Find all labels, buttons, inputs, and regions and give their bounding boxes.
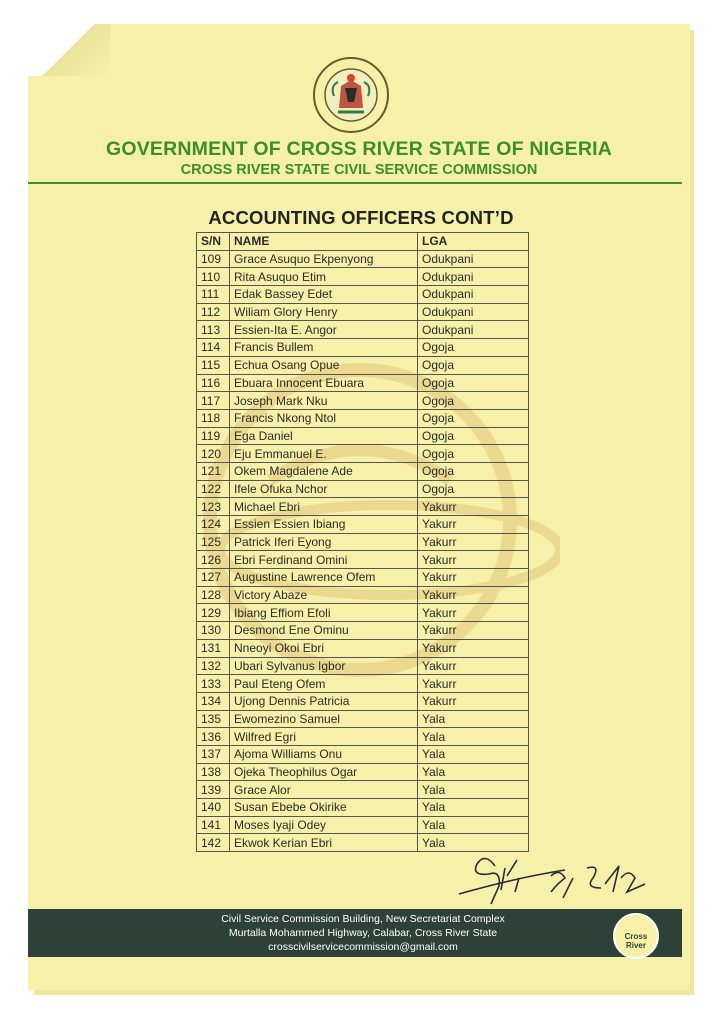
cell-name: Ibiang Effiom Efoli <box>230 604 418 622</box>
cell-lga: Yakurr <box>418 675 529 693</box>
cell-name: Augustine Lawrence Ofem <box>230 569 418 587</box>
cell-lga: Yakurr <box>418 604 529 622</box>
table-row <box>197 551 529 569</box>
table-row <box>197 710 529 728</box>
cell-sn: 114 <box>197 339 230 357</box>
table-row <box>197 462 529 480</box>
cell-lga: Ogoja <box>418 462 529 480</box>
cell-sn: 109 <box>197 250 230 268</box>
table-row <box>197 675 529 693</box>
cell-name: Wiliam Glory Henry <box>230 303 418 321</box>
cell-sn: 142 <box>197 834 230 852</box>
cell-sn: 140 <box>197 799 230 817</box>
cell-sn: 126 <box>197 551 230 569</box>
cell-sn: 112 <box>197 303 230 321</box>
folded-corner <box>28 24 110 76</box>
table-row <box>197 480 529 498</box>
cell-name: Essien Essien Ibiang <box>230 516 418 534</box>
cell-lga: Odukpani <box>418 286 529 304</box>
column-header-lga: LGA <box>418 233 529 251</box>
cell-sn: 116 <box>197 374 230 392</box>
cell-name: Ifele Ofuka Nchor <box>230 480 418 498</box>
table-row <box>197 286 529 304</box>
table-row <box>197 569 529 587</box>
footer-address-line1: Civil Service Commission Building, New Secretariat Complex <box>221 913 505 925</box>
cell-lga: Yakurr <box>418 533 529 551</box>
table-body <box>197 250 529 851</box>
cell-name: Ebri Ferdinand Omini <box>230 551 418 569</box>
cell-lga: Yakurr <box>418 569 529 587</box>
cell-lga: Yala <box>418 763 529 781</box>
cell-sn: 131 <box>197 639 230 657</box>
government-title: GOVERNMENT OF CROSS RIVER STATE OF NIGERIA <box>105 138 613 160</box>
document-title: ACCOUNTING OFFICERS CONT’D <box>208 207 514 228</box>
cell-name: Grace Asuquo Ekpenyong <box>230 250 418 268</box>
cell-sn: 111 <box>197 286 230 304</box>
table-row <box>197 303 529 321</box>
cell-name: Ajoma Williams Onu <box>230 745 418 763</box>
cell-lga: Ogoja <box>418 427 529 445</box>
table-row <box>197 268 529 286</box>
cell-name: Rita Asuquo Etim <box>230 268 418 286</box>
cell-name: Ewomezino Samuel <box>230 710 418 728</box>
table-row <box>197 604 529 622</box>
cell-lga: Yala <box>418 834 529 852</box>
cell-lga: Yala <box>418 816 529 834</box>
table-row <box>197 392 529 410</box>
table-row <box>197 657 529 675</box>
cell-sn: 122 <box>197 480 230 498</box>
cell-name: Francis Nkong Ntol <box>230 409 418 427</box>
cell-name: Edak Bassey Edet <box>230 286 418 304</box>
cell-lga: Yakurr <box>418 622 529 640</box>
cell-lga: Ogoja <box>418 480 529 498</box>
cell-sn: 138 <box>197 763 230 781</box>
table-row <box>197 321 529 339</box>
handwritten-signature <box>455 848 665 908</box>
cell-name: Desmond Ene Ominu <box>230 622 418 640</box>
footer-logo-text: Cross River <box>624 932 648 950</box>
cell-sn: 118 <box>197 409 230 427</box>
table-row <box>197 816 529 834</box>
table-row <box>197 533 529 551</box>
cell-name: Essien-Ita E. Angor <box>230 321 418 339</box>
table-header-row <box>197 233 529 251</box>
cell-sn: 127 <box>197 569 230 587</box>
table-row <box>197 639 529 657</box>
cell-sn: 110 <box>197 268 230 286</box>
cell-name: Ebuara Innocent Ebuara <box>230 374 418 392</box>
cell-name: Nneoyi Okoi Ebri <box>230 639 418 657</box>
commission-subtitle: CROSS RIVER STATE CIVIL SERVICE COMMISSION <box>180 162 538 178</box>
cell-sn: 141 <box>197 816 230 834</box>
header-divider <box>28 182 682 184</box>
cell-lga: Ogoja <box>418 374 529 392</box>
cell-lga: Odukpani <box>418 303 529 321</box>
cell-sn: 129 <box>197 604 230 622</box>
cell-name: Susan Ebebe Okirike <box>230 799 418 817</box>
table-row <box>197 409 529 427</box>
column-header-sn: S/N <box>197 233 230 251</box>
cell-sn: 117 <box>197 392 230 410</box>
cell-sn: 125 <box>197 533 230 551</box>
cell-name: Joseph Mark Nku <box>230 392 418 410</box>
cell-name: Ojeka Theophilus Ogar <box>230 763 418 781</box>
cell-lga: Yala <box>418 781 529 799</box>
cell-name: Okem Magdalene Ade <box>230 462 418 480</box>
cell-lga: Yakurr <box>418 639 529 657</box>
cell-name: Echua Osang Opue <box>230 356 418 374</box>
cell-name: Moses Iyaji Odey <box>230 816 418 834</box>
cell-lga: Yakurr <box>418 498 529 516</box>
cell-sn: 135 <box>197 710 230 728</box>
footer-address-line2: Murtalla Mohammed Highway, Calabar, Cross River State <box>228 927 498 939</box>
cell-lga: Yakurr <box>418 692 529 710</box>
cell-lga: Odukpani <box>418 250 529 268</box>
cell-name: Ujong Dennis Patricia <box>230 692 418 710</box>
state-seal-icon <box>312 56 390 134</box>
cell-lga: Yala <box>418 710 529 728</box>
cell-lga: Odukpani <box>418 321 529 339</box>
column-header-name: NAME <box>230 233 418 251</box>
cell-lga: Ogoja <box>418 445 529 463</box>
cell-lga: Ogoja <box>418 392 529 410</box>
footer-email: crosscivilservicecommission@gmail.com <box>268 941 458 953</box>
table-row <box>197 728 529 746</box>
cell-name: Ega Daniel <box>230 427 418 445</box>
cell-name: Paul Eteng Ofem <box>230 675 418 693</box>
cell-sn: 134 <box>197 692 230 710</box>
table-row <box>197 516 529 534</box>
table-row <box>197 427 529 445</box>
table-row <box>197 374 529 392</box>
footer-address <box>178 912 548 954</box>
cell-sn: 123 <box>197 498 230 516</box>
cell-lga: Ogoja <box>418 356 529 374</box>
table-row <box>197 745 529 763</box>
cell-name: Patrick Iferi Eyong <box>230 533 418 551</box>
cell-lga: Ogoja <box>418 409 529 427</box>
table-row <box>197 622 529 640</box>
cell-lga: Yala <box>418 745 529 763</box>
table-row <box>197 498 529 516</box>
cell-sn: 120 <box>197 445 230 463</box>
cell-lga: Yakurr <box>418 551 529 569</box>
cell-sn: 119 <box>197 427 230 445</box>
cross-river-logo-icon <box>613 913 659 959</box>
cell-name: Ubari Sylvanus Igbor <box>230 657 418 675</box>
table-row <box>197 356 529 374</box>
cell-name: Grace Alor <box>230 781 418 799</box>
cell-sn: 139 <box>197 781 230 799</box>
accounting-officers-table <box>196 232 529 852</box>
cell-name: Francis Bullem <box>230 339 418 357</box>
cell-sn: 136 <box>197 728 230 746</box>
cell-sn: 130 <box>197 622 230 640</box>
cell-lga: Ogoja <box>418 339 529 357</box>
cell-name: Ekwok Kerian Ebri <box>230 834 418 852</box>
cell-sn: 128 <box>197 586 230 604</box>
table-row <box>197 339 529 357</box>
table-row <box>197 799 529 817</box>
table-row <box>197 586 529 604</box>
table-row <box>197 763 529 781</box>
cell-name: Eju Emmanuel E. <box>230 445 418 463</box>
cell-name: Wilfred Egri <box>230 728 418 746</box>
cell-name: Michael Ebri <box>230 498 418 516</box>
cell-sn: 132 <box>197 657 230 675</box>
cell-sn: 121 <box>197 462 230 480</box>
cell-lga: Yakurr <box>418 586 529 604</box>
table-row <box>197 781 529 799</box>
cell-sn: 115 <box>197 356 230 374</box>
table-row <box>197 250 529 268</box>
cell-lga: Yakurr <box>418 516 529 534</box>
table-row <box>197 445 529 463</box>
cell-lga: Yala <box>418 728 529 746</box>
cell-name: Victory Abaze <box>230 586 418 604</box>
cell-sn: 124 <box>197 516 230 534</box>
table-row <box>197 692 529 710</box>
cell-sn: 133 <box>197 675 230 693</box>
cell-lga: Yala <box>418 799 529 817</box>
cell-lga: Yakurr <box>418 657 529 675</box>
cell-lga: Odukpani <box>418 268 529 286</box>
cell-sn: 137 <box>197 745 230 763</box>
cell-sn: 113 <box>197 321 230 339</box>
footer-bar <box>28 909 682 957</box>
